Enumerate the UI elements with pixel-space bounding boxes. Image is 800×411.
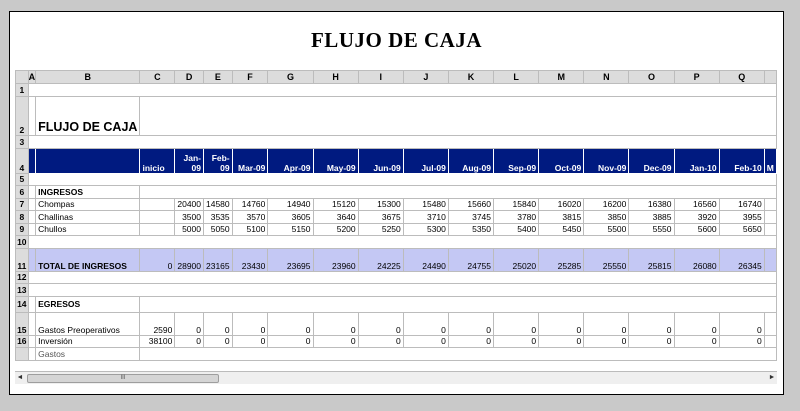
column-header[interactable]: N xyxy=(584,71,629,84)
cell-value[interactable]: 15840 xyxy=(494,198,539,211)
cell-value[interactable]: 3850 xyxy=(584,211,629,224)
cell-value[interactable]: 5000 xyxy=(175,223,204,236)
header-month[interactable]: Jun-09 xyxy=(358,148,403,173)
cell-value[interactable]: 0 xyxy=(539,312,584,335)
cell[interactable] xyxy=(28,248,36,271)
table-row xyxy=(16,223,777,236)
cell[interactable] xyxy=(28,198,36,211)
cell-value[interactable]: 0 xyxy=(539,335,584,348)
header-month[interactable]: Feb-10 xyxy=(719,148,764,173)
row-header[interactable]: 11 xyxy=(16,248,29,271)
cell-value[interactable]: 0 xyxy=(204,335,233,348)
cell-value[interactable]: 25020 xyxy=(494,248,539,271)
cell-value[interactable]: 3780 xyxy=(494,211,539,224)
cell-value[interactable]: 5350 xyxy=(448,223,493,236)
row-header[interactable]: 5 xyxy=(16,173,29,186)
cell-value[interactable]: 5300 xyxy=(403,223,448,236)
row-header[interactable]: 4 xyxy=(16,148,29,173)
cell-value[interactable]: 0 xyxy=(204,312,233,335)
screenshot-frame xyxy=(9,11,784,395)
column-header[interactable]: E xyxy=(204,71,233,84)
row-label[interactable]: Gastos Preoperativos xyxy=(36,312,140,335)
cell-value[interactable]: 14580 xyxy=(204,198,233,211)
spreadsheet-grid xyxy=(15,70,777,361)
cell-value[interactable]: 3535 xyxy=(204,211,233,224)
empty-row[interactable] xyxy=(28,84,776,97)
cell[interactable] xyxy=(28,186,36,199)
column-header[interactable]: A xyxy=(28,72,36,82)
cell-value[interactable]: 15300 xyxy=(358,198,403,211)
header-month[interactable]: Dec-09 xyxy=(629,148,674,173)
header-month[interactable]: Aug-09 xyxy=(448,148,493,173)
scroll-right-arrow-icon[interactable]: ► xyxy=(768,374,776,381)
cell-value[interactable]: 16020 xyxy=(539,198,584,211)
cell-value[interactable]: 23960 xyxy=(313,248,358,271)
row-label-partial[interactable]: Gastos xyxy=(36,348,140,361)
row-header[interactable]: 7 xyxy=(16,198,29,211)
cell-value[interactable]: 16560 xyxy=(674,198,719,211)
table-row xyxy=(16,198,777,211)
cell[interactable] xyxy=(28,296,36,312)
empty-row[interactable] xyxy=(28,173,776,186)
cell-value[interactable]: 14940 xyxy=(268,198,313,211)
scrollbar-thumb[interactable] xyxy=(27,374,219,383)
row-header[interactable]: 12 xyxy=(17,272,27,283)
cell-value[interactable]: 5100 xyxy=(232,223,268,236)
cell-value[interactable]: 3920 xyxy=(674,211,719,224)
header-month[interactable]: Sep-09 xyxy=(494,148,539,173)
column-header[interactable]: L xyxy=(494,71,539,84)
header-month[interactable]: May-09 xyxy=(313,148,358,173)
cell[interactable] xyxy=(28,348,36,361)
cell[interactable] xyxy=(28,312,36,335)
row-label[interactable]: Chullos xyxy=(36,223,140,236)
header-month[interactable]: Mar-09 xyxy=(232,148,268,173)
cell-inicio[interactable]: 0 xyxy=(140,248,175,271)
cell-value[interactable]: 0 xyxy=(674,312,719,335)
cell-value[interactable]: 0 xyxy=(494,312,539,335)
cell-value[interactable]: 0 xyxy=(232,335,268,348)
cell-value[interactable]: 3570 xyxy=(232,211,268,224)
column-header[interactable]: J xyxy=(403,71,448,84)
cell-value[interactable]: 0 xyxy=(448,335,493,348)
header-month[interactable]: Apr-09 xyxy=(268,148,313,173)
select-all-corner[interactable] xyxy=(16,71,29,84)
cell-value[interactable]: 25285 xyxy=(539,248,584,271)
column-header[interactable]: F xyxy=(232,71,268,84)
cell-value[interactable]: 5250 xyxy=(358,223,403,236)
cell-value[interactable]: 23430 xyxy=(232,248,268,271)
cell-inicio[interactable]: 2590 xyxy=(140,312,175,335)
table-row xyxy=(16,312,777,335)
cell-value[interactable]: 0 xyxy=(674,335,719,348)
cell[interactable] xyxy=(36,148,140,173)
empty-row[interactable] xyxy=(28,236,776,249)
page-title: FLUJO DE CAJA xyxy=(310,28,482,52)
cell-value[interactable]: 28900 xyxy=(175,248,204,271)
row-header-partial[interactable] xyxy=(16,348,29,361)
column-header[interactable]: D xyxy=(175,71,204,84)
cell[interactable] xyxy=(764,312,776,335)
cell-value[interactable]: 15120 xyxy=(313,198,358,211)
column-header[interactable]: Q xyxy=(719,71,764,84)
total-row xyxy=(16,248,777,271)
cell-value[interactable]: 5200 xyxy=(313,223,358,236)
cell-value[interactable]: 3500 xyxy=(175,211,204,224)
cell[interactable] xyxy=(28,223,36,236)
cell-value[interactable]: 5400 xyxy=(494,223,539,236)
cell-value[interactable]: 0 xyxy=(268,335,313,348)
row-header[interactable]: 6 xyxy=(16,186,29,199)
cell-value[interactable]: 0 xyxy=(358,312,403,335)
row-header[interactable]: 10 xyxy=(17,236,27,247)
cell[interactable] xyxy=(764,223,776,236)
cell[interactable] xyxy=(764,335,776,348)
cell-value[interactable]: 3605 xyxy=(268,211,313,224)
header-month[interactable]: Feb-09 xyxy=(204,148,233,173)
row-header[interactable]: 15 xyxy=(16,312,29,335)
cell-value[interactable]: 15480 xyxy=(403,198,448,211)
cell-value[interactable]: 3675 xyxy=(358,211,403,224)
cell[interactable] xyxy=(28,335,36,348)
column-header-partial[interactable] xyxy=(764,71,776,84)
cell[interactable] xyxy=(764,198,776,211)
empty-cells[interactable] xyxy=(140,348,777,361)
empty-row[interactable] xyxy=(28,271,776,284)
section-label-egresos[interactable]: EGRESOS xyxy=(36,296,140,312)
section-label-ingresos[interactable]: INGRESOS xyxy=(36,186,140,199)
cell-inicio[interactable] xyxy=(140,198,175,211)
month-header-row xyxy=(16,148,777,173)
cell-value[interactable]: 23695 xyxy=(268,248,313,271)
cell[interactable] xyxy=(28,97,36,136)
cell-value[interactable]: 3955 xyxy=(719,211,764,224)
cell-value[interactable]: 16380 xyxy=(629,198,674,211)
cell-value[interactable]: 0 xyxy=(175,312,204,335)
column-header[interactable]: G xyxy=(268,71,313,84)
total-label[interactable]: TOTAL DE INGRESOS xyxy=(36,248,140,271)
cell-value[interactable]: 0 xyxy=(719,335,764,348)
cell-value[interactable]: 0 xyxy=(358,335,403,348)
column-header-row xyxy=(16,71,777,84)
cell-value[interactable]: 5150 xyxy=(268,223,313,236)
table-row xyxy=(16,211,777,224)
cell-value[interactable]: 0 xyxy=(403,312,448,335)
cell-value[interactable]: 26345 xyxy=(719,248,764,271)
spreadsheet xyxy=(15,70,777,371)
cell[interactable] xyxy=(764,248,776,271)
cell-value[interactable]: 5650 xyxy=(719,223,764,236)
cell-value[interactable]: 0 xyxy=(629,312,674,335)
row-header[interactable]: 8 xyxy=(16,211,29,224)
cell-value[interactable]: 24490 xyxy=(403,248,448,271)
cell-value[interactable]: 3885 xyxy=(629,211,674,224)
header-month-partial[interactable]: M xyxy=(764,148,776,173)
cell-value[interactable]: 25550 xyxy=(584,248,629,271)
empty-cells[interactable] xyxy=(140,97,777,136)
cell[interactable] xyxy=(28,211,36,224)
column-header[interactable]: I xyxy=(358,71,403,84)
cell-value[interactable]: 25815 xyxy=(629,248,674,271)
row-label[interactable]: Inversión xyxy=(36,335,140,348)
column-header[interactable]: C xyxy=(140,71,175,84)
header-month[interactable]: Jan-10 xyxy=(674,148,719,173)
cell-value[interactable]: 20400 xyxy=(175,198,204,211)
row-header[interactable]: 13 xyxy=(17,284,27,295)
header-month[interactable]: Jul-09 xyxy=(403,148,448,173)
cell-value[interactable]: 0 xyxy=(494,335,539,348)
cell-value[interactable]: 23165 xyxy=(204,248,233,271)
cell-value[interactable]: 15660 xyxy=(448,198,493,211)
cell-value[interactable]: 0 xyxy=(584,312,629,335)
row-header[interactable]: 9 xyxy=(16,223,29,236)
scroll-left-arrow-icon[interactable]: ◄ xyxy=(16,374,24,381)
row-header[interactable]: 2 xyxy=(16,97,29,136)
empty-cells[interactable] xyxy=(140,296,777,312)
row-header[interactable]: 3 xyxy=(16,136,29,149)
cell-value[interactable]: 24225 xyxy=(358,248,403,271)
empty-row[interactable] xyxy=(28,284,776,297)
cell-inicio[interactable] xyxy=(140,211,175,224)
cell-value[interactable]: 3710 xyxy=(403,211,448,224)
header-month[interactable]: Nov-09 xyxy=(584,148,629,173)
cell-value[interactable]: 26080 xyxy=(674,248,719,271)
empty-cells[interactable] xyxy=(140,186,777,199)
header-inicio[interactable]: inicio xyxy=(140,148,175,173)
table-row xyxy=(16,335,777,348)
cell-value[interactable]: 0 xyxy=(403,335,448,348)
cell-value[interactable]: 24755 xyxy=(448,248,493,271)
cell-value[interactable]: 0 xyxy=(268,312,313,335)
grip-icon: III xyxy=(120,375,126,381)
cell-value[interactable]: 5600 xyxy=(674,223,719,236)
cell-value[interactable]: 0 xyxy=(232,312,268,335)
column-header[interactable]: K xyxy=(448,71,493,84)
cell-inicio[interactable] xyxy=(140,223,175,236)
cell-value[interactable]: 0 xyxy=(584,335,629,348)
header-month[interactable]: Jan-09 xyxy=(175,148,204,173)
cell-value[interactable]: 3640 xyxy=(313,211,358,224)
cell-value[interactable]: 0 xyxy=(313,335,358,348)
column-header[interactable]: M xyxy=(539,71,584,84)
row-header[interactable]: 1 xyxy=(16,84,29,97)
cell-value[interactable]: 5500 xyxy=(584,223,629,236)
cell-inicio[interactable]: 38100 xyxy=(140,335,175,348)
horizontal-scrollbar[interactable] xyxy=(15,371,777,384)
cell-value[interactable]: 0 xyxy=(313,312,358,335)
cell-value[interactable]: 16200 xyxy=(584,198,629,211)
column-header[interactable]: O xyxy=(629,71,674,84)
column-header[interactable]: H xyxy=(313,71,358,84)
row-label[interactable]: Chompas xyxy=(36,198,140,211)
cell-value[interactable]: 3815 xyxy=(539,211,584,224)
row-header[interactable]: 14 xyxy=(16,296,29,312)
cell-value[interactable]: 0 xyxy=(175,335,204,348)
cell-value[interactable]: 0 xyxy=(719,312,764,335)
cell-value[interactable]: 0 xyxy=(448,312,493,335)
cell-value[interactable]: 0 xyxy=(629,335,674,348)
row-label[interactable]: Challinas xyxy=(36,211,140,224)
cell-value[interactable]: 16740 xyxy=(719,198,764,211)
row-header[interactable]: 16 xyxy=(17,336,27,347)
empty-row[interactable] xyxy=(28,136,776,149)
cell[interactable] xyxy=(28,148,36,173)
cell-value[interactable]: 5050 xyxy=(204,223,233,236)
column-header[interactable]: P xyxy=(674,71,719,84)
cell[interactable] xyxy=(764,211,776,224)
header-month[interactable]: Oct-09 xyxy=(539,148,584,173)
cell-value[interactable]: 5450 xyxy=(539,223,584,236)
column-header[interactable]: B xyxy=(36,71,140,84)
cell-value[interactable]: 14760 xyxy=(232,198,268,211)
cell-value[interactable]: 3745 xyxy=(448,211,493,224)
cell-value[interactable]: 5550 xyxy=(629,223,674,236)
sheet-title-cell[interactable]: FLUJO DE CAJA xyxy=(36,97,140,136)
